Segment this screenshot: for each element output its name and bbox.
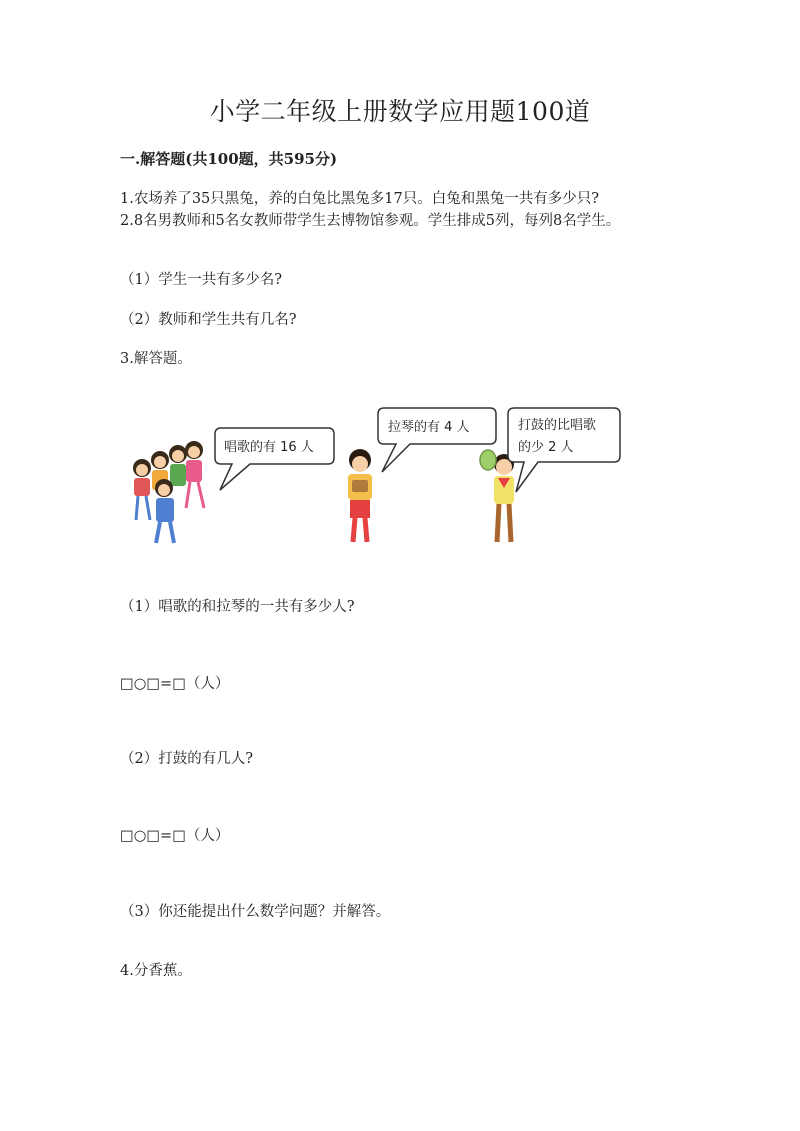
- section-heading: 一.解答题(共100题，共595分): [120, 150, 338, 168]
- question-3-part-1: （1）唱歌的和拉琴的一共有多少人?: [120, 599, 355, 615]
- singing-children-figure: [133, 441, 204, 543]
- drummer-boy-figure: [480, 450, 514, 542]
- violin-girl-figure: [348, 449, 372, 542]
- bubble-drum-text-line1: 打鼓的比唱歌: [518, 418, 597, 433]
- bubble-singing-text: 唱歌的有 16 人: [224, 440, 314, 455]
- question-2: 2.8名男教师和5名女教师带学生去博物馆参观。学生排成5列，每列8名学生。: [120, 213, 621, 229]
- bubble-violin-text: 拉琴的有 4 人: [388, 420, 470, 435]
- question-3-formula-1: □○□=□（人）: [120, 676, 230, 692]
- question-4: 4.分香蕉。: [120, 963, 192, 979]
- speech-bubble-drum: [508, 408, 620, 492]
- question-2-part-1: （1）学生一共有多少名?: [120, 272, 282, 288]
- question-2-part-2: （2）教师和学生共有几名?: [120, 312, 297, 328]
- question-1: 1.农场养了35只黑兔，养的白兔比黑兔多17只。白兔和黑兔一共有多少只?: [120, 191, 600, 207]
- children-illustration: [120, 398, 640, 558]
- page-title: 小学二年级上册数学应用题100道: [209, 97, 591, 126]
- question-3-part-3: （3）你还能提出什么数学问题？并解答。: [120, 904, 391, 920]
- speech-bubble-singing: [215, 428, 334, 490]
- question-3-formula-2: □○□=□（人）: [120, 828, 230, 844]
- question-3: 3.解答题。: [120, 351, 192, 367]
- bubble-drum-text-line2: 的少 2 人: [518, 440, 574, 455]
- question-3-part-2: （2）打鼓的有几人?: [120, 751, 253, 767]
- speech-bubble-violin: [378, 408, 496, 472]
